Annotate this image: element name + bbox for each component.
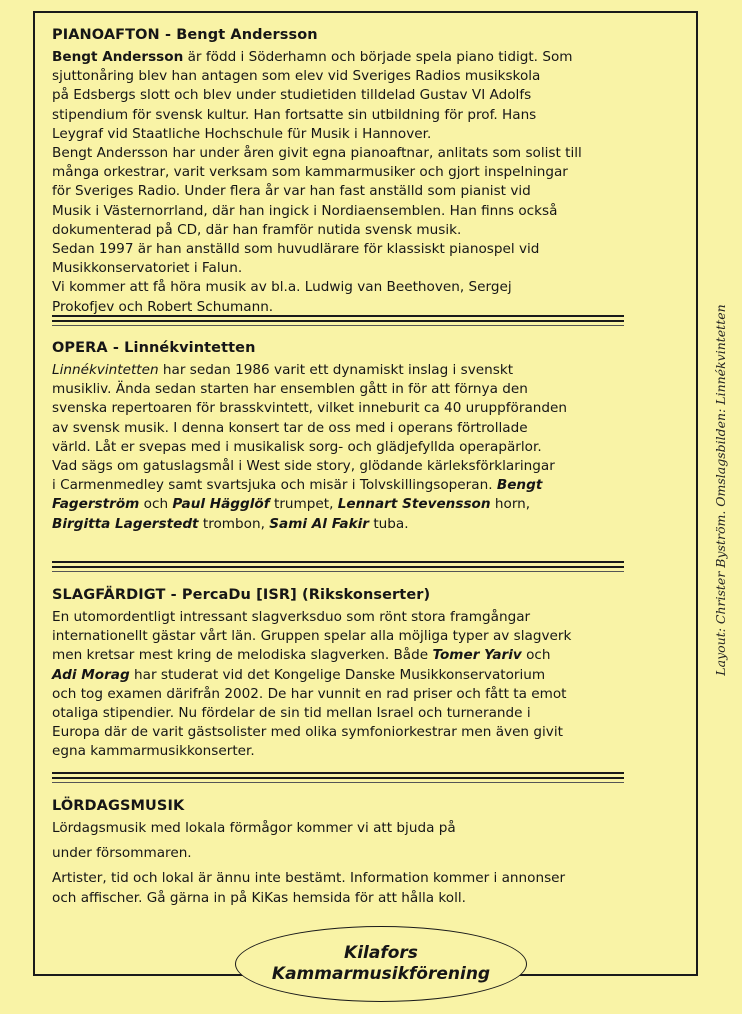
section-pianoafton (52, 26, 632, 317)
text-run: egna kammarmusikkonserter. (52, 743, 255, 760)
text-run: i Carmenmedley samt svartsjuka och misär i Tolvskillingsoperan. (52, 477, 497, 494)
text-run: internationellt gästar vårt län. Gruppen spelar alla möjliga typer av slagverk (52, 628, 572, 645)
section-divider (52, 561, 624, 573)
text-line (52, 723, 632, 742)
text-run: och (521, 647, 551, 664)
text-run: Musikkonservatoriet i Falun. (52, 260, 243, 277)
text-line (52, 515, 632, 534)
text-line (52, 844, 632, 863)
text-run: Lördagsmusik med lokala förmågor kommer vi att bjuda på (52, 820, 456, 836)
text-line (52, 608, 632, 627)
text-run: på Edsbergs slott och blev under studietiden tilldelad Gustav VI Adolfs (52, 87, 532, 104)
text-run: horn, (490, 496, 531, 513)
text-line (52, 685, 632, 704)
text-line (52, 202, 632, 221)
text-line (52, 144, 632, 163)
text-run: Musik i Västernorrland, där han ingick i Nordiaensemblen. Han finns också (52, 202, 558, 219)
text-line (52, 48, 632, 67)
text-line (52, 495, 632, 514)
section-title: PIANOAFTON - Bengt Andersson (52, 27, 318, 43)
text-run: stipendium för svensk kultur. Han fortsatte sin utbildning för prof. Hans (52, 106, 537, 123)
logo-line-1: Kilafors (344, 943, 418, 963)
section-opera (52, 339, 632, 534)
text-line (52, 298, 632, 317)
text-run: sjuttonåring blev han antagen som elev vid Sveriges Radios musikskola (52, 68, 541, 85)
text-line (52, 666, 632, 685)
text-line (52, 182, 632, 201)
text-line (52, 278, 632, 297)
text-line (52, 67, 632, 86)
layout-credit (709, 290, 733, 690)
text-run: dokumenterad på CD, där han framför nutida svensk musik. (52, 221, 462, 238)
section-body (52, 48, 632, 317)
text-run: har sedan 1986 varit ett dynamiskt inslag i svenskt (158, 362, 514, 378)
text-line (52, 240, 632, 259)
emphasized-text: Bengt Andersson (52, 49, 184, 65)
text-run: men kretsar mest kring de melodiska slagverken. Både (52, 647, 433, 664)
text-run: tuba. (369, 515, 409, 532)
text-line (52, 476, 632, 495)
text-run: Europa där de varit gästsolister med olika symfoniorkestrar men även givit (52, 724, 563, 741)
emphasized-text: Bengt (496, 477, 543, 494)
text-line (52, 221, 632, 240)
text-line (52, 889, 632, 908)
emphasized-text: Fagerström (52, 496, 140, 513)
text-line (52, 438, 632, 457)
text-line (52, 259, 632, 278)
text-run: och affischer. Gå gärna in på KiKas hemsida för att hålla koll. (52, 889, 466, 906)
section-body (52, 361, 632, 534)
text-run: under försommaren. (52, 845, 192, 862)
text-line (52, 380, 632, 399)
emphasized-text: Tomer Yariv (432, 647, 522, 664)
section-title: SLAGFÄRDIGT - PercaDu [ISR] (Rikskonserter) (52, 587, 431, 603)
text-run: Artister, tid och lokal är ännu inte bestämt. Information kommer i annonser (52, 870, 566, 887)
emphasized-text: Adi Morag (52, 666, 130, 683)
text-line (52, 457, 632, 476)
section-lordagsmusik (52, 797, 632, 908)
emphasized-text: Lennart Stevensson (337, 496, 491, 513)
text-line (52, 125, 632, 144)
text-line (52, 399, 632, 418)
text-line (52, 163, 632, 182)
text-run: trumpet, (269, 496, 338, 513)
text-run: och tog examen därifrån 2002. De har vunnit en rad priser och fått ta emot (52, 685, 567, 702)
section-divider (52, 315, 624, 327)
text-run: värld. Låt er svepas med i musikalisk sorg- och glädjefyllda operapärlor. (52, 438, 542, 455)
text-run: Leygraf vid Staatliche Hochschule für Musik i Hannover. (52, 125, 432, 142)
text-run: Vi kommer att få höra musik av bl.a. Ludwig van Beethoven, Sergej (52, 279, 512, 296)
text-line (52, 646, 632, 665)
text-run: Vad sägs om gatuslagsmål i West side story, glödande kärleksförklaringar (52, 458, 555, 475)
text-line (52, 819, 632, 838)
text-line (52, 704, 632, 723)
text-run: av svensk musik. I denna konsert tar de oss med i operans förtrollade (52, 419, 528, 436)
text-run: Sedan 1997 är han anställd som huvudlärare för klassiskt pianospel vid (52, 241, 540, 258)
text-run: trombon, (198, 515, 270, 532)
text-run: otaliga stipendier. Nu fördelar de sin tid mellan Israel och turnerande i (52, 705, 531, 722)
text-run: Prokofjev och Robert Schumann. (52, 298, 274, 315)
section-slagfardigt (52, 586, 632, 762)
logo-line-2: Kammarmusikförening (271, 964, 491, 984)
text-line (52, 106, 632, 125)
emphasized-text: Paul Hägglöf (172, 496, 270, 513)
text-run: är född i Söderhamn och började spela piano tidigt. Som (183, 49, 573, 65)
text-line (52, 86, 632, 105)
text-run: har studerat vid det Kongelige Danske Musikkonservatorium (129, 666, 546, 683)
layout-credit-text: Layout: Christer Byström. Omslagsbilden: Linnékvintetten (713, 304, 728, 676)
text-run: många orkestrar, varit verksam som kammarmusiker och gjort inspelningar (52, 164, 568, 181)
text-line (52, 869, 632, 888)
text-line (52, 742, 632, 761)
text-run: och (139, 496, 173, 513)
text-run: Bengt Andersson har under åren givit egna pianoaftnar, anlitats som solist till (52, 145, 582, 162)
text-run: En utomordentligt intressant slagverksduo som rönt stora framgångar (52, 609, 531, 625)
text-line (52, 419, 632, 438)
text-line (52, 627, 632, 646)
section-body (52, 608, 632, 762)
emphasized-text: Linnékvintetten (52, 362, 159, 378)
text-run: för Sveriges Radio. Under flera år var han fast anställd som pianist vid (52, 183, 531, 200)
text-run: musikliv. Ända sedan starten har ensemblen gått in för att förnya den (52, 381, 528, 398)
society-logo (235, 926, 527, 1002)
emphasized-text: Birgitta Lagerstedt (52, 515, 199, 532)
text-line (52, 361, 632, 380)
section-title: LÖRDAGSMUSIK (52, 798, 185, 814)
emphasized-text: Sami Al Fakir (269, 515, 370, 532)
section-title: OPERA - Linnékvintetten (52, 340, 256, 356)
section-body (52, 819, 632, 908)
section-divider (52, 772, 624, 784)
text-run: svenska repertoaren för brasskvintett, vilket inneburit ca 40 uruppföranden (52, 400, 568, 417)
